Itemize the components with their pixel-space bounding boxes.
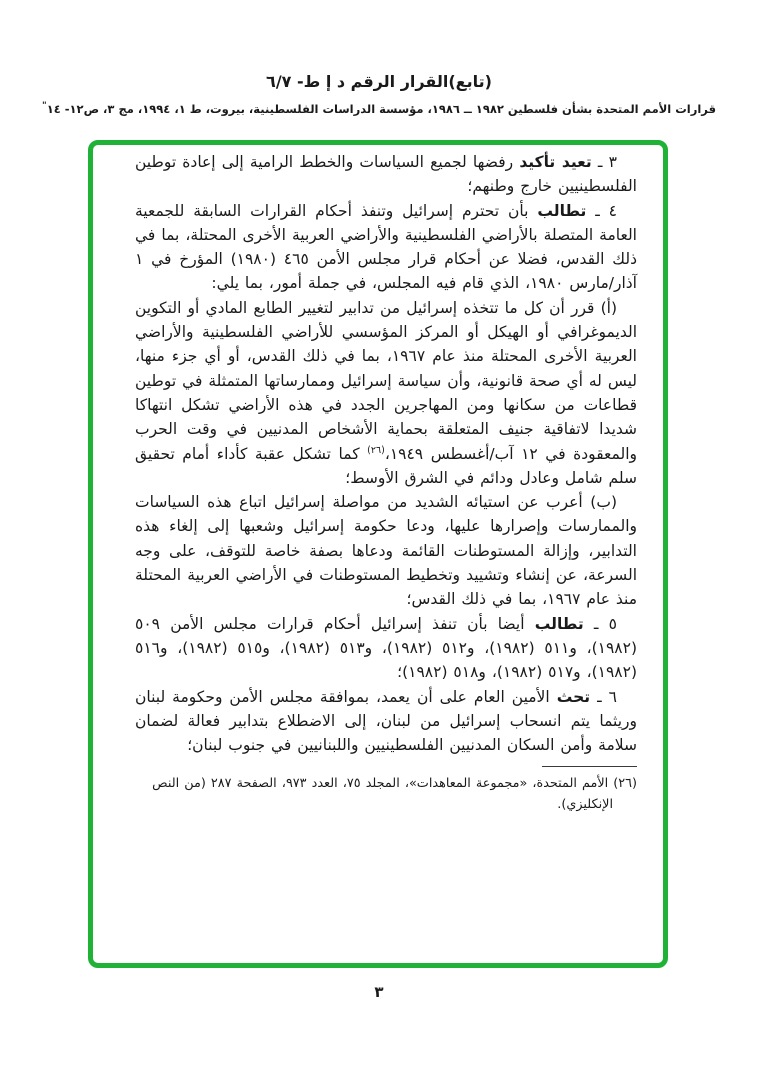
footnote: (٢٦) الأمم المتحدة، «مجموعة المعاهدات»، المجلد ٧٥، العدد ٩٧٣، الصفحة ٢٨٧ (من النص الإنكليزي). [152, 776, 637, 813]
paragraph-segment: ٣ ـ [591, 153, 617, 171]
paragraph-segment: بأن تحترم إسرائيل وتنفذ أحكام القرارات السابقة للجمعية العامة المتصلة بالأراضي الفلسطينية والأراضي العربية الأخرى المحتلة، بما في ذلك القدس، فضلا عن أحكام قرار مجلس الأمن ٤٦٥ (١٩٨٠) المؤرخ في ١ آذار/مارس ١٩٨٠، الذي قام فيه المجلس، في جملة أمور، بما يلي: [135, 201, 637, 293]
document-title: (تابع)القرار الرقم د إ ط- ٦/٧ [266, 72, 492, 91]
document-source-text: قرارات الأمم المتحدة بشأن فلسطين ١٩٨٢ ــ ١٩٨٦، مؤسسة الدراسات الفلسطينية، بيروت، ط ١، ١٩٩٤، مج ٣، ص١٢- ١٤ [46, 101, 716, 116]
paragraph [135, 685, 637, 758]
footnote-reference: (٢٦) [367, 444, 385, 456]
footnote-block [135, 766, 637, 815]
paragraph [135, 296, 637, 490]
paragraph [135, 490, 637, 611]
content-border-box [88, 140, 668, 968]
paragraph-segment: أيضا بأن تنفذ إسرائيل أحكام قرارات مجلس الأمن ٥٠٩ (١٩٨٢)، و٥١١ (١٩٨٢)، و٥١٢ (١٩٨٢)، و٥١٣ (١٩٨٢)، و٥١٥ (١٩٨٢)، و٥١٦ (١٩٨٢)، و٥١٧ (١٩٨٢)، و٥١٨ (١٩٨٢)؛ [135, 614, 637, 682]
resolution-body [135, 150, 637, 757]
paragraph [135, 612, 637, 685]
page-number: ٣ [374, 983, 384, 1001]
paragraph-segment: ٥ ـ [583, 614, 617, 633]
paragraph-segment: ٤ ـ [586, 201, 617, 220]
paragraph-segment: الأمين العام على أن يعمد، بموافقة مجلس الأمن وحكومة لبنان وريثما يتم انسحاب إسرائيل من لبنان، إلى الاضطلاع بتدابير فعالة لضمان سلامة وأمن السكان المدنيين الفلسطينيين واللبنانيين في جنوب لبنان؛ [135, 687, 637, 755]
paragraph-segment: ٦ ـ [590, 687, 617, 706]
footnote-separator [542, 766, 637, 767]
source-reference-mark: " [42, 101, 47, 111]
paragraph-segment: تطالب [534, 614, 584, 633]
paragraph [135, 150, 637, 199]
paragraph-segment: تطالب [537, 201, 587, 220]
paragraph [135, 199, 637, 296]
paragraph-segment: كما تشكل عقبة كأداء أمام تحقيق سلم شامل وعادل ودائم في الشرق الأوسط؛ [135, 444, 637, 487]
document-source-line [0, 101, 758, 116]
paragraph-segment: (ب) أعرب عن استيائه الشديد من مواصلة إسرائيل اتباع هذه السياسات والممارسات وإصرارها عليها، ودعا حكومة إسرائيل وشعبها إلى إلغاء هذه التدابير، وإزالة المستوطنات القائمة ودعاها بصفة خاصة للتوقف، على وجه السرعة، عن إنشاء وتشييد وتخطيط المستوطنات في الأراضي العربية المحتلة منذ عام ١٩٦٧، بما في ذلك القدس؛ [135, 493, 637, 609]
paragraph-segment: تحث [556, 687, 591, 706]
paragraph-segment: (أ) قرر أن كل ما تتخذه إسرائيل من تدابير لتغيير الطابع المادي أو التكوين الديموغرافي أو الهيكل أو المركز المؤسسي للأراضي الفلسطينية والأراضي العربية الأخرى المحتلة منذ عام ١٩٦٧، بما في ذلك القدس، أو أي جزء منها، ليس له أي صحة قانونية، وأن سياسة إسرائيل وممارساتها المتمثلة في توطين قطاعات من سكانها ومن المهاجرين الجدد في هذه الأراضي تشكل انتهاكا شديدا لاتفاقية جنيف المتعلقة بحماية الأشخاص المدنيين في وقت الحرب والمعقودة في ١٢ آب/أغسطس ١٩٤٩، [135, 298, 637, 463]
paragraph-segment: رفضها لجميع السياسات والخطط الرامية إلى إعادة توطين الفلسطينيين خارج وطنهم؛ [135, 153, 637, 196]
paragraph-segment: تعيد تأكيد [519, 153, 592, 171]
